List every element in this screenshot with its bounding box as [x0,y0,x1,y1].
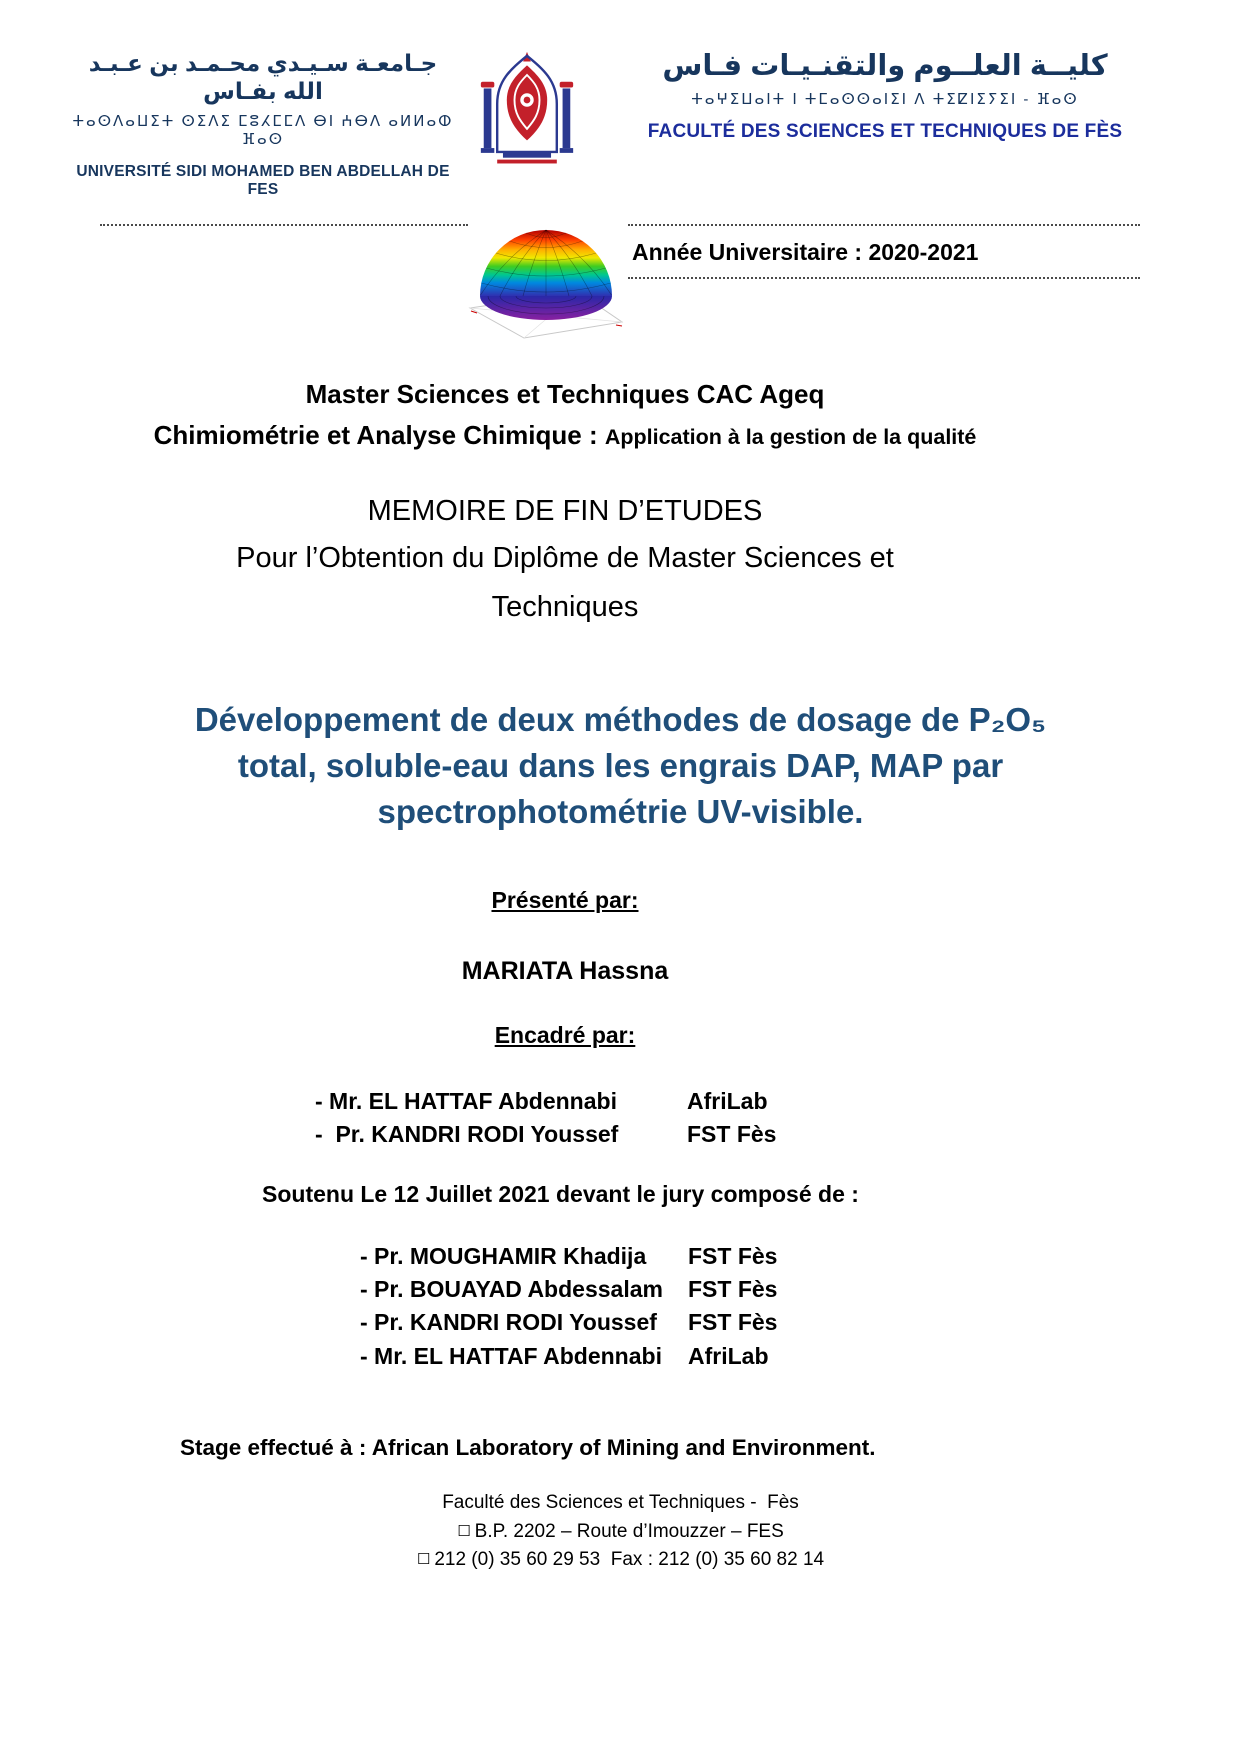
thesis-title-line-1: Développement de deux méthodes de dosage de P₂O₅ [194,700,1047,738]
obtention-line-2: Techniques [491,590,639,623]
footer-phone-text: 212 (0) 35 60 29 53 Fax : 212 (0) 35 60 82 14 [434,1549,825,1570]
jury-row [360,1340,1241,1373]
faculty-name-arabic: كليــة العلــوم والتقنـيـات فـاس [662,50,1108,82]
presente-par-heading: Présenté par: [491,887,639,914]
soutenance-line: Soutenu Le 12 Juillet 2021 devant le jury composé de : [262,1180,859,1207]
jury-member-name: - Pr. BOUAYAD Abdessalam [360,1275,663,1302]
jury-member-name: - Mr. EL HATTAF Abdennabi [360,1342,662,1369]
dotted-separator-bottom-right [628,277,1140,279]
jury-member-org: AfriLab [688,1342,769,1369]
supervisor-org: FST Fès [687,1120,777,1147]
jury-list [360,1240,1241,1373]
separator-area [0,208,1241,358]
supervisor-row [315,1118,1241,1151]
header [0,0,1241,199]
jury-member-name: - Pr. MOUGHAMIR Khadija [360,1242,647,1269]
author-name: MARIATA Hassna [461,957,669,986]
supervisor-name: - Mr. EL HATTAF Abdennabi [315,1088,617,1115]
supervisors-list [315,1085,1241,1150]
address-icon: ☐ [457,1522,471,1540]
jury-row [360,1273,1241,1306]
footer-address-text: B.P. 2202 – Route d’Imouzzer – FES [474,1520,784,1542]
thesis-title-line-3: spectrophotométrie UV-visible. [377,793,864,831]
footer-faculty-line: Faculté des Sciences et Techniques - Fès [442,1492,799,1513]
faculty-name-latin: FACULTÉ DES SCIENCES ET TECHNIQUES DE FÈS [647,121,1123,143]
memoire-title: MEMOIRE DE FIN D’ETUDES [367,494,763,527]
university-name-latin: UNIVERSITÉ SIDI MOHAMED BEN ABDELLAH DE FES [76,163,450,199]
encadre-par-heading: Encadré par: [494,1022,636,1049]
surface-plot-image [466,208,626,348]
jury-row [360,1306,1241,1339]
university-logo [474,50,580,180]
specialty-detail: Application à la gestion de la qualité [604,424,977,449]
dotted-separator-left [100,224,468,226]
footer-phone-line [0,1546,1241,1575]
specialty-name: Chimiométrie et Analyse Chimique : [153,419,605,450]
rainbow-dome-plot-icon [466,208,626,348]
phone-icon: ☐ [416,1551,431,1568]
footer-address-line [0,1518,1241,1547]
supervisor-name: - Pr. KANDRI RODI Youssef [315,1120,619,1147]
university-block [72,50,454,199]
program-block [75,378,1055,627]
university-crest-icon [474,50,580,175]
supervisor-row [315,1085,1241,1118]
jury-row [360,1240,1241,1273]
faculty-name-tifinagh: ⵜⴰⵖⵉⵡⴰⵏⵜ ⵏ ⵜⵎⴰⵙⵙⴰⵏⵉⵏ ⴷ ⵜⵉⵇⵏⵉⵢⵉⵏ - ⴼⴰⵙ [691,91,1079,109]
master-title: Master Sciences et Techniques CAC Ageq [305,379,825,410]
obtention-line-1: Pour l’Obtention du Diplôme de Master Sciences et [236,542,894,575]
footer [0,1489,1241,1575]
jury-member-org: FST Fès [688,1242,778,1269]
thesis-title [0,697,1241,836]
jury-member-org: FST Fès [688,1275,778,1302]
thesis-title-line-2: total, soluble-eau dans les engrais DAP, MAP par [237,746,1004,784]
annee-banner [628,224,1140,279]
stage-line: Stage effectué à : African Laboratory of Mining and Environment. [180,1435,876,1460]
supervisor-org: AfriLab [687,1088,768,1115]
faculty-block [599,50,1171,143]
specialty-line [75,419,1055,453]
dotted-separator-top-right [628,224,1140,226]
jury-member-org: FST Fès [688,1309,778,1336]
jury-member-name: - Pr. KANDRI RODI Youssef [360,1309,657,1336]
university-name-arabic: جـامعـة سـيـدي محـمـد بن عـبـد الله بفـاس [88,50,438,104]
university-name-tifinagh: ⵜⴰⵙⴷⴰⵡⵉⵜ ⵙⵉⴷⵉ ⵎⵓⵃⵎⵎⴷ ⴱⵏ ⵄⴱⴷ ⴰⵍⵍⴰⵀ ⴼⴰⵙ [72,113,454,149]
annee-universitaire-text: Année Universitaire : 2020-2021 [632,239,979,266]
